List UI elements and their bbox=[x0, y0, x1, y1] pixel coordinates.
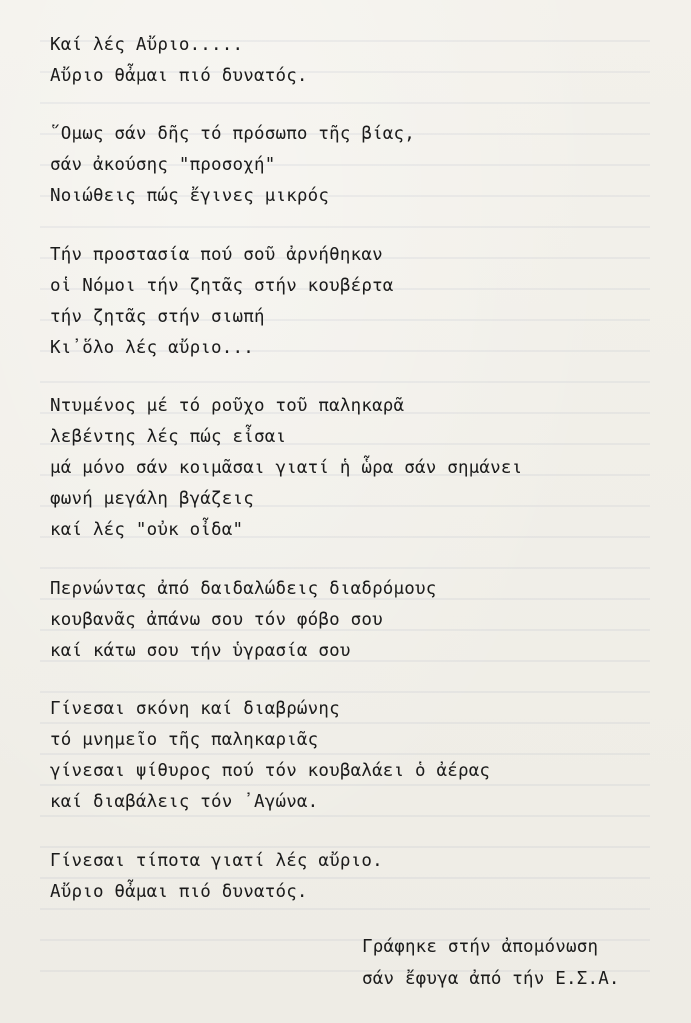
stanza-4 bbox=[50, 391, 675, 546]
poem-line: γίνεσαι ψίθυρος πού τόν κουβαλάει ὁ ἀέρας bbox=[50, 761, 491, 781]
poem-line: Κι᾿ὅλο λές αὔριο... bbox=[50, 338, 254, 358]
poem-line: Περνώντας ἀπό δαιδαλώδεις διαδρόμους bbox=[50, 579, 437, 599]
poem-line: Ντυμένος μέ τό ροῦχο τοῦ παληκαρᾶ bbox=[50, 396, 405, 416]
poem-line: Γίνεσαι σκόνη καί διαβρώνης bbox=[50, 699, 340, 719]
poem-line: ῞Ομως σάν δῆς τό πρόσωπο τῆς βίας, bbox=[50, 124, 416, 144]
poem-line: φωνή μεγάλη βγάζεις bbox=[50, 489, 254, 509]
poem-line: κουβανᾶς ἀπάνω σου τόν φόβο σου bbox=[50, 610, 383, 630]
poem-line: τήν ζητᾶς στήν σιωπή bbox=[50, 307, 265, 327]
poem-line: Γίνεσαι τίποτα γιατί λές αὔριο. bbox=[50, 851, 383, 871]
poem-line: Αὔριο θἆμαι πιό δυνατός. bbox=[50, 66, 308, 86]
signature-line-1: Γράφηκε στήν ἀπομόνωση bbox=[362, 937, 599, 957]
stanza-5 bbox=[50, 574, 675, 667]
poem bbox=[50, 30, 675, 937]
poem-line: μά μόνο σάν κοιμᾶσαι γιατί ἡ ὧρα σάν σημάνει bbox=[50, 458, 523, 478]
poem-line: σάν ἀκούσης "προσοχή" bbox=[50, 155, 276, 175]
signature-line-2: σάν ἔφυγα ἀπό τήν Ε.Σ.Α. bbox=[362, 969, 620, 989]
stanza-2 bbox=[50, 119, 675, 212]
poem-line: τό μνημεῖο τῆς παληκαριᾶς bbox=[50, 730, 319, 750]
stanza-6 bbox=[50, 694, 675, 818]
poem-line: Καί λές Αὔριο..... bbox=[50, 35, 244, 55]
poem-line: λεβέντης λές πώς εἶσαι bbox=[50, 427, 287, 447]
stanza-1 bbox=[50, 30, 675, 92]
poem-line: καί κάτω σου τήν ὑγρασία σου bbox=[50, 641, 351, 661]
poem-line: Τήν προστασία πού σοῦ ἀρνήθηκαν bbox=[50, 245, 383, 265]
poem-line: Νοιώθεις πώς ἔγινες μικρός bbox=[50, 186, 330, 206]
poem-line: καί λές "οὐκ οἶδα" bbox=[50, 520, 244, 540]
poem-line: Αὔριο θἆμαι πιό δυνατός. bbox=[50, 882, 308, 902]
poem-line: καί διαβάλεις τόν ᾽Αγώνα. bbox=[50, 792, 319, 812]
signature-note bbox=[362, 931, 682, 995]
stanza-7 bbox=[50, 846, 675, 908]
poem-line: οἱ Νόμοι τήν ζητᾶς στήν κουβέρτα bbox=[50, 276, 394, 296]
stanza-3 bbox=[50, 240, 675, 364]
